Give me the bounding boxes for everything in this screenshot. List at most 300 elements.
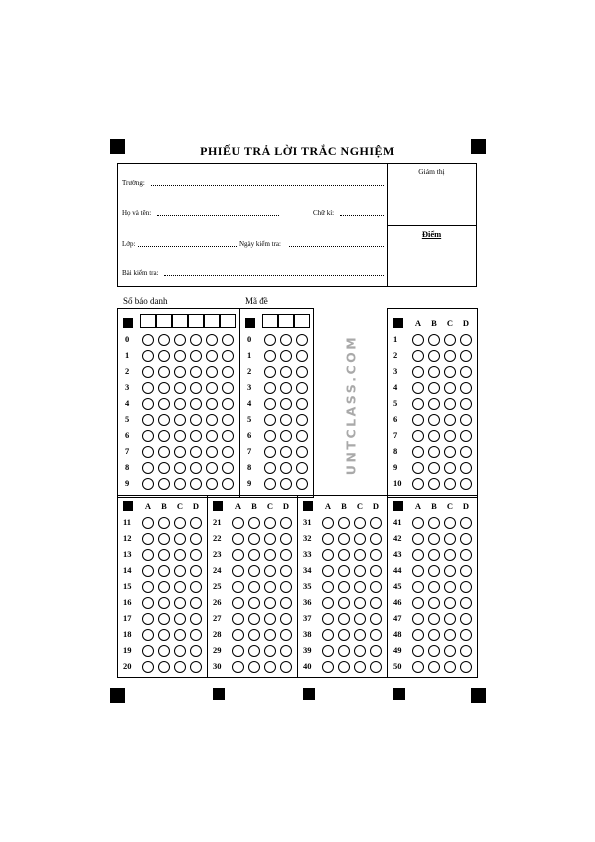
student-id-bubble[interactable] [174, 334, 186, 346]
student-id-bubble[interactable] [158, 350, 170, 362]
answer-bubble[interactable] [142, 613, 154, 625]
student-id-bubble[interactable] [190, 414, 202, 426]
answer-bubble[interactable] [248, 629, 260, 641]
answer-bubble[interactable] [322, 645, 334, 657]
answer-bubble[interactable] [460, 661, 472, 673]
student-id-digit-box[interactable] [204, 314, 220, 328]
answer-bubble[interactable] [460, 478, 472, 490]
answer-bubble[interactable] [370, 565, 382, 577]
answer-bubble[interactable] [338, 661, 350, 673]
answer-bubble[interactable] [142, 645, 154, 657]
exam-code-bubble[interactable] [280, 430, 292, 442]
student-id-bubble[interactable] [190, 462, 202, 474]
answer-bubble[interactable] [354, 549, 366, 561]
answer-bubble[interactable] [428, 533, 440, 545]
student-id-bubble[interactable] [174, 350, 186, 362]
date-line[interactable] [289, 246, 384, 247]
answer-bubble[interactable] [428, 613, 440, 625]
answer-bubble[interactable] [354, 629, 366, 641]
answer-bubble[interactable] [412, 645, 424, 657]
answer-bubble[interactable] [428, 446, 440, 458]
answer-bubble[interactable] [412, 549, 424, 561]
exam-code-bubble[interactable] [296, 430, 308, 442]
answer-bubble[interactable] [428, 334, 440, 346]
answer-bubble[interactable] [444, 334, 456, 346]
answer-bubble[interactable] [174, 597, 186, 609]
answer-bubble[interactable] [412, 533, 424, 545]
exam-code-bubble[interactable] [280, 350, 292, 362]
student-id-bubble[interactable] [158, 478, 170, 490]
answer-bubble[interactable] [232, 629, 244, 641]
answer-bubble[interactable] [158, 613, 170, 625]
answer-bubble[interactable] [322, 533, 334, 545]
answer-bubble[interactable] [412, 414, 424, 426]
student-id-bubble[interactable] [206, 446, 218, 458]
exam-code-bubble[interactable] [296, 446, 308, 458]
answer-bubble[interactable] [412, 398, 424, 410]
answer-bubble[interactable] [460, 597, 472, 609]
answer-bubble[interactable] [354, 581, 366, 593]
student-id-bubble[interactable] [190, 478, 202, 490]
student-id-digit-box[interactable] [156, 314, 172, 328]
answer-bubble[interactable] [142, 533, 154, 545]
answer-bubble[interactable] [338, 597, 350, 609]
answer-bubble[interactable] [322, 565, 334, 577]
answer-bubble[interactable] [370, 533, 382, 545]
answer-bubble[interactable] [248, 645, 260, 657]
answer-bubble[interactable] [370, 549, 382, 561]
answer-bubble[interactable] [370, 629, 382, 641]
answer-bubble[interactable] [412, 565, 424, 577]
exam-code-bubble[interactable] [296, 478, 308, 490]
exam-code-bubble[interactable] [280, 366, 292, 378]
student-id-bubble[interactable] [158, 430, 170, 442]
student-id-bubble[interactable] [190, 446, 202, 458]
student-id-bubble[interactable] [142, 334, 154, 346]
answer-bubble[interactable] [190, 565, 202, 577]
exam-code-bubble[interactable] [264, 366, 276, 378]
student-id-digit-box[interactable] [188, 314, 204, 328]
answer-bubble[interactable] [174, 565, 186, 577]
answer-bubble[interactable] [338, 533, 350, 545]
answer-bubble[interactable] [428, 549, 440, 561]
student-id-bubble[interactable] [142, 382, 154, 394]
answer-bubble[interactable] [354, 517, 366, 529]
answer-bubble[interactable] [428, 350, 440, 362]
answer-bubble[interactable] [370, 661, 382, 673]
answer-bubble[interactable] [338, 565, 350, 577]
student-id-bubble[interactable] [206, 462, 218, 474]
answer-bubble[interactable] [174, 581, 186, 593]
student-id-bubble[interactable] [174, 382, 186, 394]
answer-bubble[interactable] [338, 517, 350, 529]
answer-bubble[interactable] [280, 597, 292, 609]
student-id-bubble[interactable] [158, 382, 170, 394]
student-id-bubble[interactable] [158, 414, 170, 426]
answer-bubble[interactable] [428, 478, 440, 490]
answer-bubble[interactable] [190, 533, 202, 545]
exam-code-bubble[interactable] [296, 366, 308, 378]
answer-bubble[interactable] [444, 613, 456, 625]
exam-code-bubble[interactable] [264, 350, 276, 362]
exam-code-digit-box[interactable] [278, 314, 294, 328]
answer-bubble[interactable] [460, 517, 472, 529]
answer-bubble[interactable] [444, 350, 456, 362]
answer-bubble[interactable] [412, 350, 424, 362]
answer-bubble[interactable] [444, 629, 456, 641]
answer-bubble[interactable] [264, 613, 276, 625]
answer-bubble[interactable] [158, 533, 170, 545]
answer-bubble[interactable] [460, 446, 472, 458]
student-id-bubble[interactable] [222, 398, 234, 410]
name-line[interactable] [157, 215, 279, 216]
student-id-bubble[interactable] [222, 478, 234, 490]
answer-bubble[interactable] [354, 533, 366, 545]
answer-bubble[interactable] [264, 581, 276, 593]
answer-bubble[interactable] [444, 382, 456, 394]
answer-bubble[interactable] [444, 398, 456, 410]
answer-bubble[interactable] [264, 645, 276, 657]
student-id-bubble[interactable] [142, 446, 154, 458]
student-id-bubble[interactable] [222, 366, 234, 378]
answer-bubble[interactable] [190, 597, 202, 609]
answer-bubble[interactable] [142, 661, 154, 673]
exam-code-bubble[interactable] [264, 414, 276, 426]
student-id-bubble[interactable] [206, 366, 218, 378]
answer-bubble[interactable] [370, 613, 382, 625]
answer-bubble[interactable] [190, 517, 202, 529]
student-id-bubble[interactable] [142, 462, 154, 474]
answer-bubble[interactable] [264, 629, 276, 641]
answer-bubble[interactable] [412, 446, 424, 458]
answer-bubble[interactable] [412, 661, 424, 673]
answer-bubble[interactable] [264, 549, 276, 561]
answer-bubble[interactable] [322, 517, 334, 529]
answer-bubble[interactable] [428, 462, 440, 474]
answer-bubble[interactable] [174, 661, 186, 673]
student-id-bubble[interactable] [174, 462, 186, 474]
answer-bubble[interactable] [412, 517, 424, 529]
answer-bubble[interactable] [412, 629, 424, 641]
answer-bubble[interactable] [190, 581, 202, 593]
student-id-bubble[interactable] [142, 366, 154, 378]
answer-bubble[interactable] [444, 549, 456, 561]
answer-bubble[interactable] [460, 414, 472, 426]
student-id-digit-box[interactable] [220, 314, 236, 328]
answer-bubble[interactable] [444, 366, 456, 378]
answer-bubble[interactable] [428, 398, 440, 410]
school-line[interactable] [151, 185, 384, 186]
student-id-digit-box[interactable] [140, 314, 156, 328]
test-line[interactable] [164, 275, 384, 276]
exam-code-bubble[interactable] [296, 350, 308, 362]
student-id-bubble[interactable] [206, 414, 218, 426]
student-id-bubble[interactable] [158, 398, 170, 410]
exam-code-bubble[interactable] [264, 382, 276, 394]
answer-bubble[interactable] [354, 597, 366, 609]
exam-code-bubble[interactable] [280, 398, 292, 410]
answer-bubble[interactable] [142, 565, 154, 577]
student-id-bubble[interactable] [142, 478, 154, 490]
answer-bubble[interactable] [158, 581, 170, 593]
answer-bubble[interactable] [158, 629, 170, 641]
answer-bubble[interactable] [232, 661, 244, 673]
answer-bubble[interactable] [248, 517, 260, 529]
exam-code-bubble[interactable] [296, 382, 308, 394]
answer-bubble[interactable] [444, 661, 456, 673]
answer-bubble[interactable] [444, 645, 456, 657]
answer-bubble[interactable] [280, 645, 292, 657]
answer-bubble[interactable] [412, 462, 424, 474]
student-id-bubble[interactable] [158, 334, 170, 346]
exam-code-bubble[interactable] [280, 446, 292, 458]
answer-bubble[interactable] [412, 366, 424, 378]
answer-bubble[interactable] [158, 549, 170, 561]
answer-bubble[interactable] [174, 629, 186, 641]
answer-bubble[interactable] [232, 549, 244, 561]
student-id-bubble[interactable] [222, 334, 234, 346]
answer-bubble[interactable] [428, 430, 440, 442]
answer-bubble[interactable] [190, 613, 202, 625]
answer-bubble[interactable] [280, 549, 292, 561]
answer-bubble[interactable] [460, 398, 472, 410]
exam-code-bubble[interactable] [296, 414, 308, 426]
student-id-bubble[interactable] [190, 398, 202, 410]
answer-bubble[interactable] [280, 565, 292, 577]
answer-bubble[interactable] [248, 565, 260, 577]
answer-bubble[interactable] [338, 613, 350, 625]
answer-bubble[interactable] [428, 366, 440, 378]
answer-bubble[interactable] [412, 613, 424, 625]
answer-bubble[interactable] [444, 597, 456, 609]
answer-bubble[interactable] [428, 629, 440, 641]
student-id-bubble[interactable] [158, 366, 170, 378]
exam-code-bubble[interactable] [296, 334, 308, 346]
student-id-bubble[interactable] [190, 334, 202, 346]
answer-bubble[interactable] [322, 613, 334, 625]
answer-bubble[interactable] [264, 533, 276, 545]
answer-bubble[interactable] [428, 645, 440, 657]
student-id-bubble[interactable] [142, 430, 154, 442]
answer-bubble[interactable] [354, 661, 366, 673]
answer-bubble[interactable] [264, 597, 276, 609]
answer-bubble[interactable] [444, 478, 456, 490]
answer-bubble[interactable] [174, 613, 186, 625]
answer-bubble[interactable] [460, 382, 472, 394]
answer-bubble[interactable] [460, 549, 472, 561]
student-id-bubble[interactable] [174, 414, 186, 426]
answer-bubble[interactable] [174, 517, 186, 529]
answer-bubble[interactable] [232, 533, 244, 545]
answer-bubble[interactable] [412, 478, 424, 490]
answer-bubble[interactable] [354, 613, 366, 625]
answer-bubble[interactable] [142, 597, 154, 609]
answer-bubble[interactable] [460, 533, 472, 545]
answer-bubble[interactable] [444, 533, 456, 545]
answer-bubble[interactable] [322, 629, 334, 641]
student-id-bubble[interactable] [222, 414, 234, 426]
answer-bubble[interactable] [460, 613, 472, 625]
student-id-bubble[interactable] [190, 430, 202, 442]
student-id-bubble[interactable] [222, 382, 234, 394]
exam-code-digit-box[interactable] [294, 314, 310, 328]
answer-bubble[interactable] [460, 334, 472, 346]
answer-bubble[interactable] [322, 597, 334, 609]
student-id-bubble[interactable] [222, 430, 234, 442]
answer-bubble[interactable] [370, 581, 382, 593]
answer-bubble[interactable] [264, 565, 276, 577]
answer-bubble[interactable] [460, 645, 472, 657]
answer-bubble[interactable] [280, 581, 292, 593]
answer-bubble[interactable] [248, 597, 260, 609]
answer-bubble[interactable] [142, 581, 154, 593]
answer-bubble[interactable] [232, 565, 244, 577]
exam-code-bubble[interactable] [280, 334, 292, 346]
answer-bubble[interactable] [142, 549, 154, 561]
exam-code-bubble[interactable] [264, 430, 276, 442]
student-id-bubble[interactable] [142, 414, 154, 426]
answer-bubble[interactable] [264, 661, 276, 673]
answer-bubble[interactable] [190, 549, 202, 561]
class-line[interactable] [138, 246, 237, 247]
answer-bubble[interactable] [280, 629, 292, 641]
answer-bubble[interactable] [460, 350, 472, 362]
answer-bubble[interactable] [444, 462, 456, 474]
student-id-bubble[interactable] [222, 446, 234, 458]
answer-bubble[interactable] [248, 661, 260, 673]
exam-code-bubble[interactable] [280, 462, 292, 474]
answer-bubble[interactable] [444, 565, 456, 577]
student-id-bubble[interactable] [206, 334, 218, 346]
student-id-bubble[interactable] [158, 462, 170, 474]
student-id-bubble[interactable] [174, 366, 186, 378]
answer-bubble[interactable] [444, 430, 456, 442]
student-id-bubble[interactable] [190, 350, 202, 362]
answer-bubble[interactable] [190, 661, 202, 673]
answer-bubble[interactable] [428, 565, 440, 577]
student-id-bubble[interactable] [206, 478, 218, 490]
student-id-bubble[interactable] [174, 446, 186, 458]
exam-code-bubble[interactable] [296, 462, 308, 474]
answer-bubble[interactable] [354, 565, 366, 577]
answer-bubble[interactable] [280, 613, 292, 625]
answer-bubble[interactable] [248, 549, 260, 561]
answer-bubble[interactable] [190, 629, 202, 641]
answer-bubble[interactable] [460, 581, 472, 593]
answer-bubble[interactable] [142, 517, 154, 529]
answer-bubble[interactable] [322, 661, 334, 673]
answer-bubble[interactable] [232, 597, 244, 609]
answer-bubble[interactable] [354, 645, 366, 657]
answer-bubble[interactable] [444, 446, 456, 458]
answer-bubble[interactable] [174, 549, 186, 561]
exam-code-bubble[interactable] [296, 398, 308, 410]
answer-bubble[interactable] [460, 366, 472, 378]
answer-bubble[interactable] [460, 462, 472, 474]
answer-bubble[interactable] [428, 517, 440, 529]
answer-bubble[interactable] [428, 581, 440, 593]
student-id-digit-box[interactable] [172, 314, 188, 328]
answer-bubble[interactable] [460, 629, 472, 641]
exam-code-bubble[interactable] [264, 478, 276, 490]
answer-bubble[interactable] [412, 581, 424, 593]
exam-code-bubble[interactable] [280, 414, 292, 426]
answer-bubble[interactable] [370, 517, 382, 529]
answer-bubble[interactable] [158, 645, 170, 657]
answer-bubble[interactable] [444, 581, 456, 593]
student-id-bubble[interactable] [206, 430, 218, 442]
signature-line[interactable] [340, 215, 384, 216]
answer-bubble[interactable] [248, 581, 260, 593]
answer-bubble[interactable] [322, 549, 334, 561]
exam-code-bubble[interactable] [264, 462, 276, 474]
answer-bubble[interactable] [338, 549, 350, 561]
answer-bubble[interactable] [158, 597, 170, 609]
answer-bubble[interactable] [428, 382, 440, 394]
exam-code-bubble[interactable] [280, 382, 292, 394]
answer-bubble[interactable] [264, 517, 276, 529]
student-id-bubble[interactable] [222, 462, 234, 474]
answer-bubble[interactable] [232, 645, 244, 657]
answer-bubble[interactable] [460, 430, 472, 442]
answer-bubble[interactable] [338, 581, 350, 593]
answer-bubble[interactable] [248, 613, 260, 625]
student-id-bubble[interactable] [190, 366, 202, 378]
answer-bubble[interactable] [444, 414, 456, 426]
student-id-bubble[interactable] [142, 350, 154, 362]
answer-bubble[interactable] [428, 414, 440, 426]
answer-bubble[interactable] [370, 645, 382, 657]
exam-code-bubble[interactable] [264, 446, 276, 458]
answer-bubble[interactable] [412, 597, 424, 609]
answer-bubble[interactable] [190, 645, 202, 657]
student-id-bubble[interactable] [206, 350, 218, 362]
student-id-bubble[interactable] [206, 382, 218, 394]
answer-bubble[interactable] [280, 533, 292, 545]
answer-bubble[interactable] [232, 517, 244, 529]
answer-bubble[interactable] [428, 661, 440, 673]
answer-bubble[interactable] [412, 382, 424, 394]
answer-bubble[interactable] [158, 517, 170, 529]
answer-bubble[interactable] [322, 581, 334, 593]
exam-code-digit-box[interactable] [262, 314, 278, 328]
answer-bubble[interactable] [174, 533, 186, 545]
student-id-bubble[interactable] [174, 398, 186, 410]
answer-bubble[interactable] [280, 661, 292, 673]
answer-bubble[interactable] [338, 645, 350, 657]
student-id-bubble[interactable] [206, 398, 218, 410]
answer-bubble[interactable] [142, 629, 154, 641]
answer-bubble[interactable] [158, 661, 170, 673]
answer-bubble[interactable] [428, 597, 440, 609]
exam-code-bubble[interactable] [264, 334, 276, 346]
answer-bubble[interactable] [232, 581, 244, 593]
student-id-bubble[interactable] [142, 398, 154, 410]
answer-bubble[interactable] [444, 517, 456, 529]
student-id-bubble[interactable] [174, 478, 186, 490]
answer-bubble[interactable] [412, 334, 424, 346]
answer-bubble[interactable] [412, 430, 424, 442]
exam-code-bubble[interactable] [280, 478, 292, 490]
answer-bubble[interactable] [460, 565, 472, 577]
answer-bubble[interactable] [232, 613, 244, 625]
answer-bubble[interactable] [158, 565, 170, 577]
student-id-bubble[interactable] [158, 446, 170, 458]
student-id-bubble[interactable] [174, 430, 186, 442]
answer-bubble[interactable] [174, 645, 186, 657]
answer-bubble[interactable] [280, 517, 292, 529]
student-id-bubble[interactable] [190, 382, 202, 394]
